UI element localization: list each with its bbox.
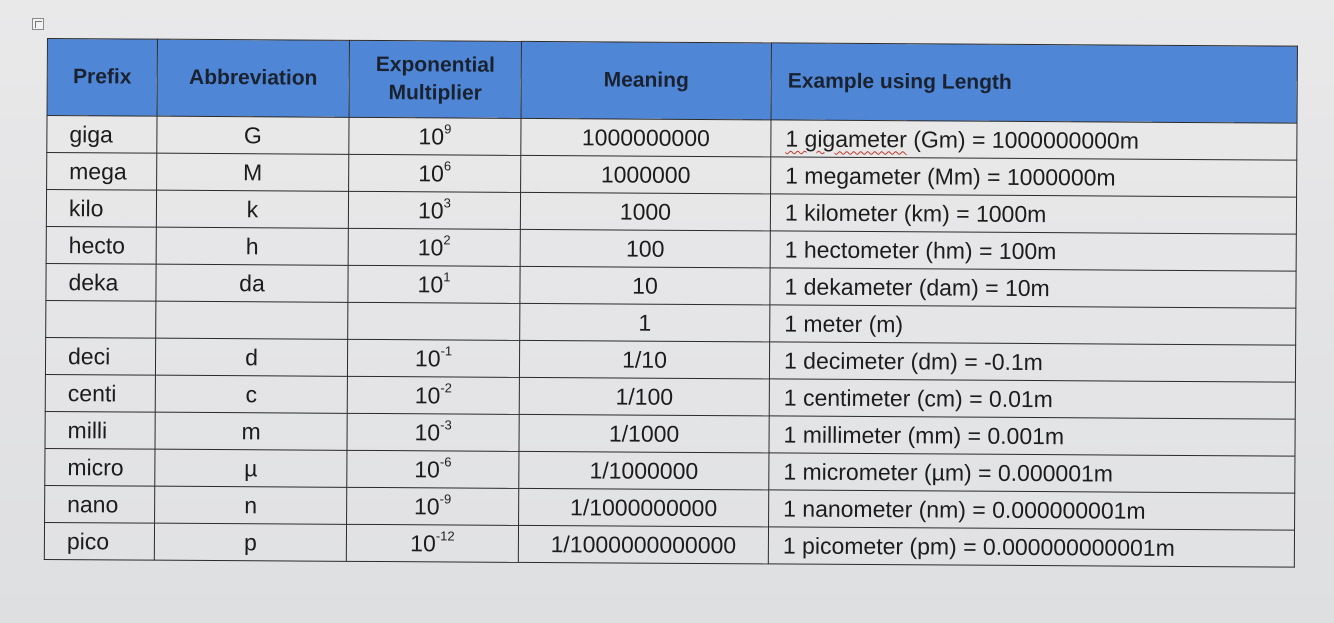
- exp-power: 3: [443, 194, 451, 210]
- exp-base: 10: [414, 418, 441, 445]
- header-exponential-line2: Multiplier: [388, 81, 482, 105]
- cell-prefix[interactable]: pico: [44, 522, 154, 560]
- cell-meaning[interactable]: 1/1000000000000: [518, 525, 768, 564]
- cell-prefix[interactable]: deka: [46, 263, 156, 301]
- exp-power: 1: [443, 268, 451, 284]
- cell-example[interactable]: [769, 379, 1295, 419]
- cell-exponential-multiplier[interactable]: [349, 117, 521, 155]
- cell-prefix[interactable]: nano: [45, 485, 155, 523]
- exp-power: -6: [439, 453, 452, 469]
- example-quantity: 1 nanometer: [783, 495, 913, 522]
- cell-meaning[interactable]: 1/1000000: [519, 451, 769, 490]
- cell-abbreviation[interactable]: [156, 301, 348, 339]
- cell-meaning[interactable]: 1: [520, 303, 770, 342]
- example-conversion: (km) = 1000m: [897, 199, 1047, 227]
- cell-prefix[interactable]: milli: [45, 411, 155, 449]
- header-meaning[interactable]: Meaning: [521, 41, 771, 120]
- cell-abbreviation[interactable]: M: [157, 153, 349, 191]
- cell-exponential-multiplier[interactable]: [347, 376, 519, 414]
- exp-power: -12: [435, 527, 455, 543]
- cell-prefix[interactable]: deci: [45, 337, 155, 375]
- cell-exponential-multiplier[interactable]: [347, 339, 519, 377]
- cell-prefix[interactable]: mega: [47, 153, 157, 191]
- example-quantity: 1 centimeter: [783, 384, 911, 411]
- example-conversion: (pm) = 0.000000000001m: [903, 532, 1175, 561]
- cell-prefix[interactable]: hecto: [46, 226, 156, 264]
- cell-exponential-multiplier[interactable]: [348, 265, 520, 303]
- cell-prefix[interactable]: micro: [45, 448, 155, 486]
- cell-example[interactable]: [769, 453, 1295, 493]
- table-move-handle-icon[interactable]: [32, 18, 44, 30]
- cell-prefix[interactable]: kilo: [46, 190, 156, 228]
- table-row: [44, 522, 1294, 567]
- cell-example[interactable]: [768, 527, 1294, 567]
- cell-exponential-multiplier[interactable]: [348, 302, 520, 340]
- example-quantity: 1 decimeter: [783, 347, 905, 374]
- exp-power: -2: [440, 379, 452, 395]
- example-quantity: 1 gigameter: [785, 125, 907, 152]
- header-exponential-multiplier[interactable]: [349, 40, 521, 118]
- exp-power: 6: [443, 157, 452, 173]
- cell-example[interactable]: [770, 305, 1296, 345]
- header-example[interactable]: Example using Length: [771, 43, 1297, 123]
- cell-meaning[interactable]: 1000000: [521, 155, 771, 194]
- example-conversion: (Gm) = 1000000000m: [906, 125, 1139, 154]
- example-conversion: (dam) = 10m: [912, 273, 1050, 301]
- example-quantity: 1 millimeter: [783, 421, 902, 448]
- cell-exponential-multiplier[interactable]: [347, 413, 519, 451]
- cell-abbreviation[interactable]: G: [157, 116, 349, 154]
- cell-meaning[interactable]: 1000: [520, 192, 770, 231]
- example-conversion: (dm) = -0.1m: [904, 347, 1043, 375]
- exp-base: 10: [417, 233, 444, 260]
- cell-abbreviation[interactable]: n: [155, 486, 347, 524]
- header-abbreviation[interactable]: Abbreviation: [157, 39, 349, 117]
- exp-power: -3: [440, 416, 452, 432]
- exp-base: 10: [410, 529, 436, 556]
- exp-power: 9: [444, 120, 452, 136]
- cell-prefix[interactable]: centi: [45, 374, 155, 412]
- header-prefix[interactable]: Prefix: [47, 39, 157, 117]
- example-conversion: (m): [862, 310, 904, 337]
- cell-meaning[interactable]: 1/1000: [519, 414, 769, 453]
- example-quantity: 1 hectometer: [784, 236, 920, 263]
- cell-exponential-multiplier[interactable]: [346, 524, 518, 562]
- cell-meaning[interactable]: 100: [520, 229, 770, 268]
- cell-abbreviation[interactable]: h: [156, 227, 348, 265]
- document-page: [44, 38, 1299, 568]
- exp-base: 10: [414, 381, 441, 408]
- cell-example[interactable]: [769, 490, 1295, 530]
- cell-example[interactable]: [769, 416, 1295, 456]
- cell-example[interactable]: [770, 268, 1296, 308]
- exp-power: 2: [443, 231, 451, 247]
- cell-example[interactable]: [771, 157, 1297, 197]
- cell-abbreviation[interactable]: c: [155, 375, 347, 413]
- example-conversion: (mm) = 0.001m: [901, 421, 1065, 449]
- cell-abbreviation[interactable]: µ: [155, 449, 347, 487]
- exp-base: 10: [414, 344, 441, 371]
- exp-base: 10: [418, 122, 445, 149]
- cell-exponential-multiplier[interactable]: [347, 450, 519, 488]
- cell-meaning[interactable]: 1/10: [519, 340, 769, 379]
- metric-prefix-table: [44, 38, 1298, 568]
- example-quantity: 1 dekameter: [784, 273, 913, 300]
- cell-meaning[interactable]: 1/100: [519, 377, 769, 416]
- cell-abbreviation[interactable]: k: [156, 190, 348, 228]
- cell-prefix[interactable]: giga: [47, 116, 157, 154]
- example-conversion: (hm) = 100m: [918, 236, 1057, 264]
- example-quantity: 1 micrometer: [783, 458, 918, 485]
- cell-exponential-multiplier[interactable]: [347, 487, 519, 525]
- cell-exponential-multiplier[interactable]: [348, 228, 520, 266]
- exp-base: 10: [417, 196, 444, 223]
- cell-example[interactable]: [770, 194, 1296, 234]
- cell-meaning[interactable]: 10: [520, 266, 770, 305]
- example-conversion: (nm) = 0.000000001m: [912, 495, 1146, 524]
- cell-abbreviation[interactable]: m: [155, 412, 347, 450]
- cell-example[interactable]: [769, 342, 1295, 382]
- cell-meaning[interactable]: 1000000000: [521, 118, 771, 157]
- exp-power: -1: [440, 342, 453, 358]
- table-header-row: [47, 39, 1297, 124]
- header-exponential-line1: Exponential: [375, 52, 495, 77]
- cell-abbreviation[interactable]: da: [156, 264, 348, 302]
- cell-meaning[interactable]: 1/1000000000: [519, 488, 769, 527]
- exp-base: 10: [418, 159, 444, 186]
- cell-example[interactable]: [771, 120, 1297, 160]
- example-quantity: 1 megameter: [785, 162, 921, 189]
- cell-abbreviation[interactable]: p: [154, 523, 346, 561]
- exp-base: 10: [413, 492, 440, 519]
- example-quantity: 1 meter: [784, 310, 863, 337]
- cell-abbreviation[interactable]: d: [155, 338, 347, 376]
- example-conversion: (µm) = 0.000001m: [917, 458, 1114, 487]
- cell-example[interactable]: [770, 231, 1296, 271]
- example-quantity: 1 picometer: [782, 532, 904, 559]
- exp-base: 10: [417, 270, 444, 297]
- exp-power: -9: [439, 490, 452, 506]
- example-conversion: (Mm) = 1000000m: [920, 162, 1116, 191]
- example-conversion: (cm) = 0.01m: [910, 384, 1053, 412]
- cell-exponential-multiplier[interactable]: [348, 191, 520, 229]
- cell-exponential-multiplier[interactable]: [349, 154, 521, 192]
- cell-prefix[interactable]: [46, 300, 156, 338]
- example-quantity: 1 kilometer: [784, 199, 898, 226]
- exp-base: 10: [414, 455, 440, 482]
